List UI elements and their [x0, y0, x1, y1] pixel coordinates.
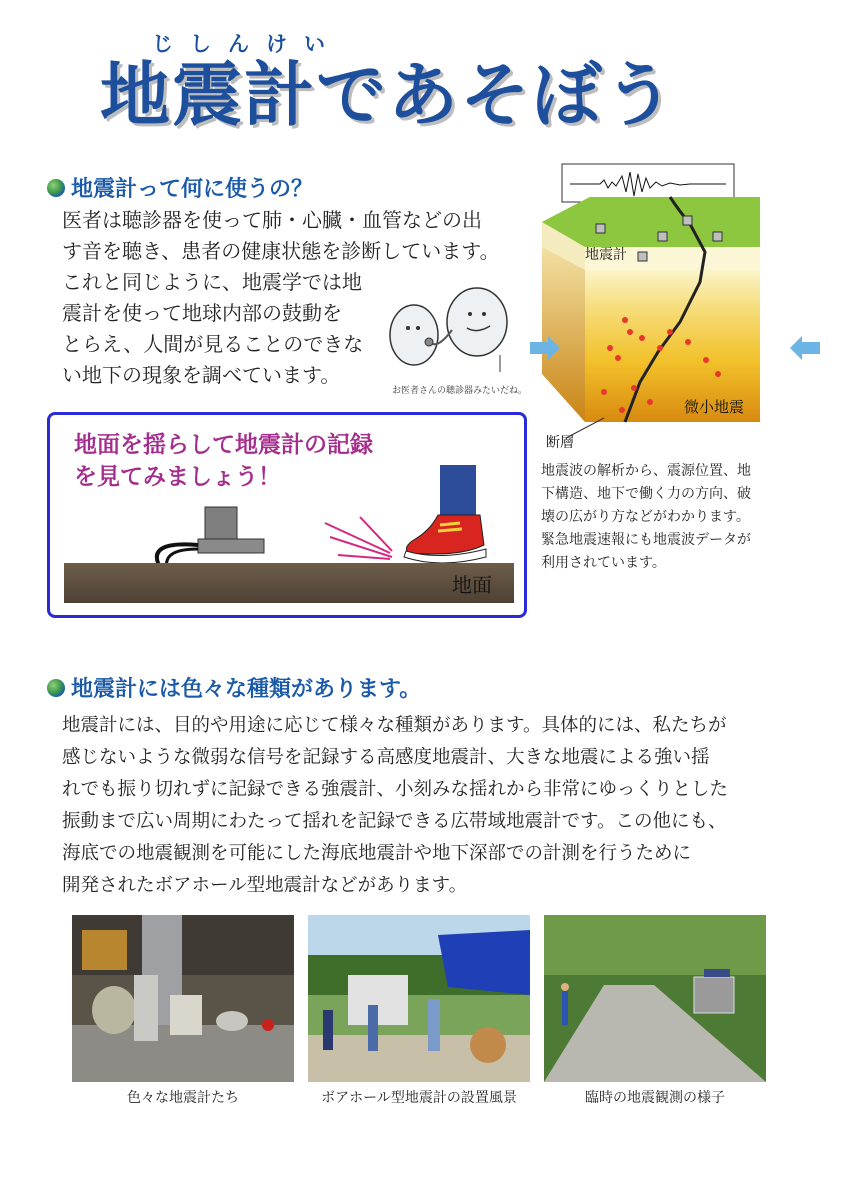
- paragraph-line: とらえ、人間が見ることのできな: [62, 332, 364, 356]
- label-seismometer: 地震計: [585, 247, 627, 263]
- label-microquake: 微小地震: [684, 398, 745, 416]
- globe-bullet-icon: [47, 679, 65, 697]
- illustration-caption: お医者さんの聴診器みたいだね。: [392, 386, 528, 396]
- caption-line: 利用されています。: [541, 555, 666, 571]
- try-line-1: 地面を揺らして地震計の記録: [74, 432, 373, 458]
- ground-label: 地面: [452, 573, 492, 597]
- section1-heading: [47, 172, 313, 203]
- section2-paragraph: [62, 710, 792, 902]
- try-it-box: [47, 412, 527, 618]
- ground-surface: [64, 563, 514, 603]
- paragraph-line: 地震計には、目的や用途に応じて様々な種類があります。具体的には、私たちが: [62, 715, 727, 736]
- earth-block-diagram: [530, 152, 820, 457]
- doctor-characters-illustration: [382, 280, 522, 380]
- globe-bullet-icon: [47, 179, 65, 197]
- title-ruby: じしんけい: [152, 32, 342, 56]
- caption-line: 下構造、地下で働く力の方向、破: [541, 486, 751, 502]
- try-it-instruction: [74, 429, 373, 493]
- paragraph-line: これと同じように、地震学では地: [62, 270, 362, 294]
- page-title: 地震計であそぼう: [100, 54, 676, 136]
- try-line-2: を見てみましょう！: [74, 464, 281, 490]
- paragraph-line: 開発されたボアホール型地震計などがあります。: [62, 875, 468, 896]
- section1-heading-text: 地震計って何に使うの？: [71, 177, 314, 202]
- paragraph-line: 医者は聴診器を使って肺・心臓・血管などの出: [62, 208, 482, 232]
- paragraph-line: 海底での地震観測を可能にした海底地震計や地下深部での計測を行うために: [62, 843, 692, 864]
- photo-borehole-installation: [308, 915, 530, 1082]
- caption-line: 地震波の解析から、震源位置、地: [541, 463, 751, 479]
- paragraph-line: す音を聴き、患者の健康状態を診断しています。: [62, 239, 500, 263]
- impact-lines-icon: [320, 515, 400, 565]
- photo-caption: 臨時の地震観測の様子: [585, 1090, 725, 1106]
- paragraph-line: 感じないような微弱な信号を記録する高感度地震計、大きな地震による強い揺: [62, 747, 710, 768]
- caption-line: 緊急地震速報にも地震波データが: [541, 532, 751, 548]
- paragraph-line: い地下の現象を調べています。: [62, 363, 341, 387]
- caption-line: 壊の広がり方などがわかります。: [541, 509, 750, 525]
- shoe-stomping-icon: [400, 465, 510, 570]
- section2-heading: [47, 672, 421, 703]
- figure-caption: [541, 460, 811, 575]
- photo-seismometers: [72, 915, 294, 1082]
- section2-heading-text: 地震計には色々な種類があります。: [71, 677, 422, 702]
- paragraph-line: れでも振り切れずに記録できる強震計、小刻みな揺れから非常にゆっくりとした: [62, 779, 728, 800]
- compression-arrow-right: [790, 336, 820, 360]
- paragraph-line: 振動まで広い周期にわたって揺れを記録できる広帯域地震計です。この他にも、: [62, 811, 727, 832]
- photo-caption: ボアホール型地震計の設置風景: [321, 1090, 517, 1106]
- photo-temporary-observation: [544, 915, 766, 1082]
- photo-caption: 色々な地震計たち: [127, 1090, 239, 1106]
- paragraph-line: 震計を使って地球内部の鼓動を: [62, 301, 342, 325]
- label-fault: 断層: [546, 435, 574, 451]
